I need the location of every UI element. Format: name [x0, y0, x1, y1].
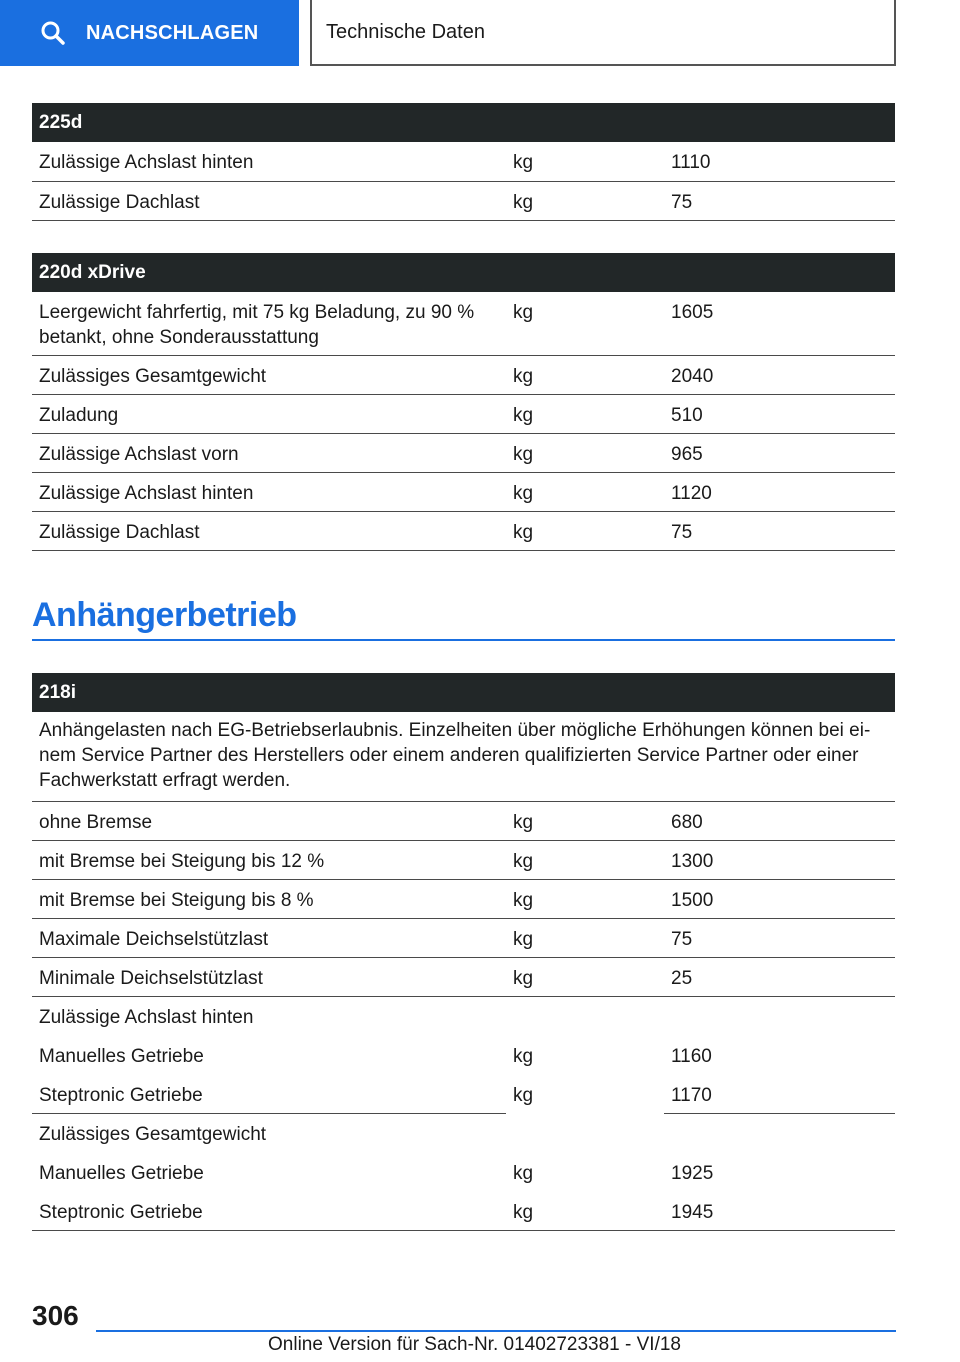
table-row [32, 1192, 895, 1231]
row-value: 1925 [671, 1162, 714, 1184]
page-footer [0, 1290, 960, 1362]
table-row [32, 802, 895, 841]
section-title-tab[interactable]: Technische Daten [310, 0, 896, 66]
table-row [32, 356, 895, 395]
page-number: 306 [32, 1300, 79, 1331]
row-label: Minimale Deichselstützlast [32, 958, 506, 997]
row-value: 75 [664, 512, 895, 551]
row-value: 75 [664, 919, 895, 958]
row-label: Zulässige Achslast vorn [32, 434, 506, 473]
nav-label: NACHSCHLAGEN [86, 21, 259, 44]
row-value: 1160 [671, 1045, 712, 1067]
footer-divider [96, 1330, 896, 1332]
row-unit: kg [513, 1084, 534, 1106]
row-unit: kg [506, 880, 664, 919]
table-row [32, 958, 895, 997]
row-unit: kg [506, 1192, 664, 1231]
table-row [32, 880, 895, 919]
table-header [32, 253, 895, 292]
row-value: 1300 [664, 841, 895, 880]
model-name: 220d xDrive [32, 253, 506, 292]
table-header [32, 103, 895, 142]
row-value: 75 [664, 181, 895, 220]
row-value: 1605 [664, 292, 895, 356]
table-row [32, 292, 895, 356]
row-unit: kg [506, 356, 664, 395]
table-row [32, 919, 895, 958]
row-label: Zulässige Dachlast [32, 181, 506, 220]
table-row [32, 1075, 895, 1114]
row-unit: kg [506, 181, 664, 220]
row-label: Maximale Deichselstützlast [32, 919, 506, 958]
row-unit: kg [506, 958, 664, 997]
row-label: Leergewicht fahrfertig, mit 75 kg Beladung, zu 90 % betankt, ohne Sonderausstattung [32, 292, 506, 356]
row-unit: kg [513, 1162, 534, 1184]
section-heading: Anhängerbetrieb [32, 551, 895, 641]
page-content [32, 103, 895, 1231]
row-value: 1500 [664, 880, 895, 919]
row-label: ohne Bremse [32, 802, 506, 841]
group-title-row [32, 1114, 895, 1153]
group-title-row [32, 997, 895, 1036]
row-label: Zulässiges Gesamtgewicht [32, 356, 506, 395]
table-row [32, 512, 895, 551]
row-label: Zuladung [32, 395, 506, 434]
table-row [32, 142, 895, 181]
row-value: 1120 [664, 473, 895, 512]
row-value: 680 [664, 802, 895, 841]
row-label: Zulässige Achslast hinten [32, 142, 506, 181]
row-value: 1110 [664, 142, 895, 181]
row-value: 965 [664, 434, 895, 473]
table-header [32, 673, 895, 712]
row-unit: kg [506, 512, 664, 551]
table-row [32, 395, 895, 434]
table-note-row [32, 712, 895, 802]
row-unit: kg [506, 473, 664, 512]
row-unit: kg [506, 292, 664, 356]
spec-table-225d [32, 103, 895, 221]
nachschlagen-button[interactable] [0, 0, 299, 66]
group-title: Zulässige Achslast hinten [39, 1007, 254, 1028]
table-note: Anhängelasten nach EG-Betriebserlaubnis. Einzelheiten über mögliche Erhöhungen können bei ei-nem Service Partner des Herstellers oder einem anderen qualifizierten Service Partner oder einer Fachwerkstatt erfragt werden. [32, 712, 895, 802]
row-unit: kg [506, 919, 664, 958]
top-bar [0, 0, 960, 66]
table-row [32, 1036, 895, 1075]
group-title: Zulässiges Gesamtgewicht [39, 1124, 267, 1145]
row-unit: kg [506, 841, 664, 880]
table-row [32, 841, 895, 880]
row-value: 1945 [664, 1192, 895, 1231]
table-row [32, 473, 895, 512]
row-unit: kg [506, 434, 664, 473]
row-label: Manuelles Getriebe [39, 1045, 204, 1067]
table-row [32, 434, 895, 473]
row-unit: kg [506, 802, 664, 841]
search-icon [40, 20, 66, 46]
row-unit: kg [506, 395, 664, 434]
row-label: Steptronic Getriebe [32, 1075, 506, 1114]
row-label: Zulässige Achslast hinten [32, 473, 506, 512]
model-name: 225d [32, 103, 506, 142]
table-row [32, 181, 895, 220]
row-label: mit Bremse bei Steigung bis 12 % [32, 841, 506, 880]
row-label: Manuelles Getriebe [39, 1162, 204, 1184]
footer-text: Online Version für Sach-Nr. 01402723381 - VI/18 [268, 1334, 681, 1355]
spec-table-218i-trailer [32, 673, 895, 1231]
row-unit: kg [513, 1045, 534, 1067]
row-value: 510 [664, 395, 895, 434]
row-label: mit Bremse bei Steigung bis 8 % [32, 880, 506, 919]
spec-table-220d-xdrive [32, 253, 895, 552]
row-value: 25 [664, 958, 895, 997]
row-label: Steptronic Getriebe [32, 1192, 506, 1231]
row-value: 2040 [664, 356, 895, 395]
row-value: 1170 [664, 1075, 895, 1114]
row-label: Zulässige Dachlast [32, 512, 506, 551]
row-unit: kg [506, 142, 664, 181]
model-name: 218i [32, 673, 506, 712]
table-row [32, 1153, 895, 1192]
